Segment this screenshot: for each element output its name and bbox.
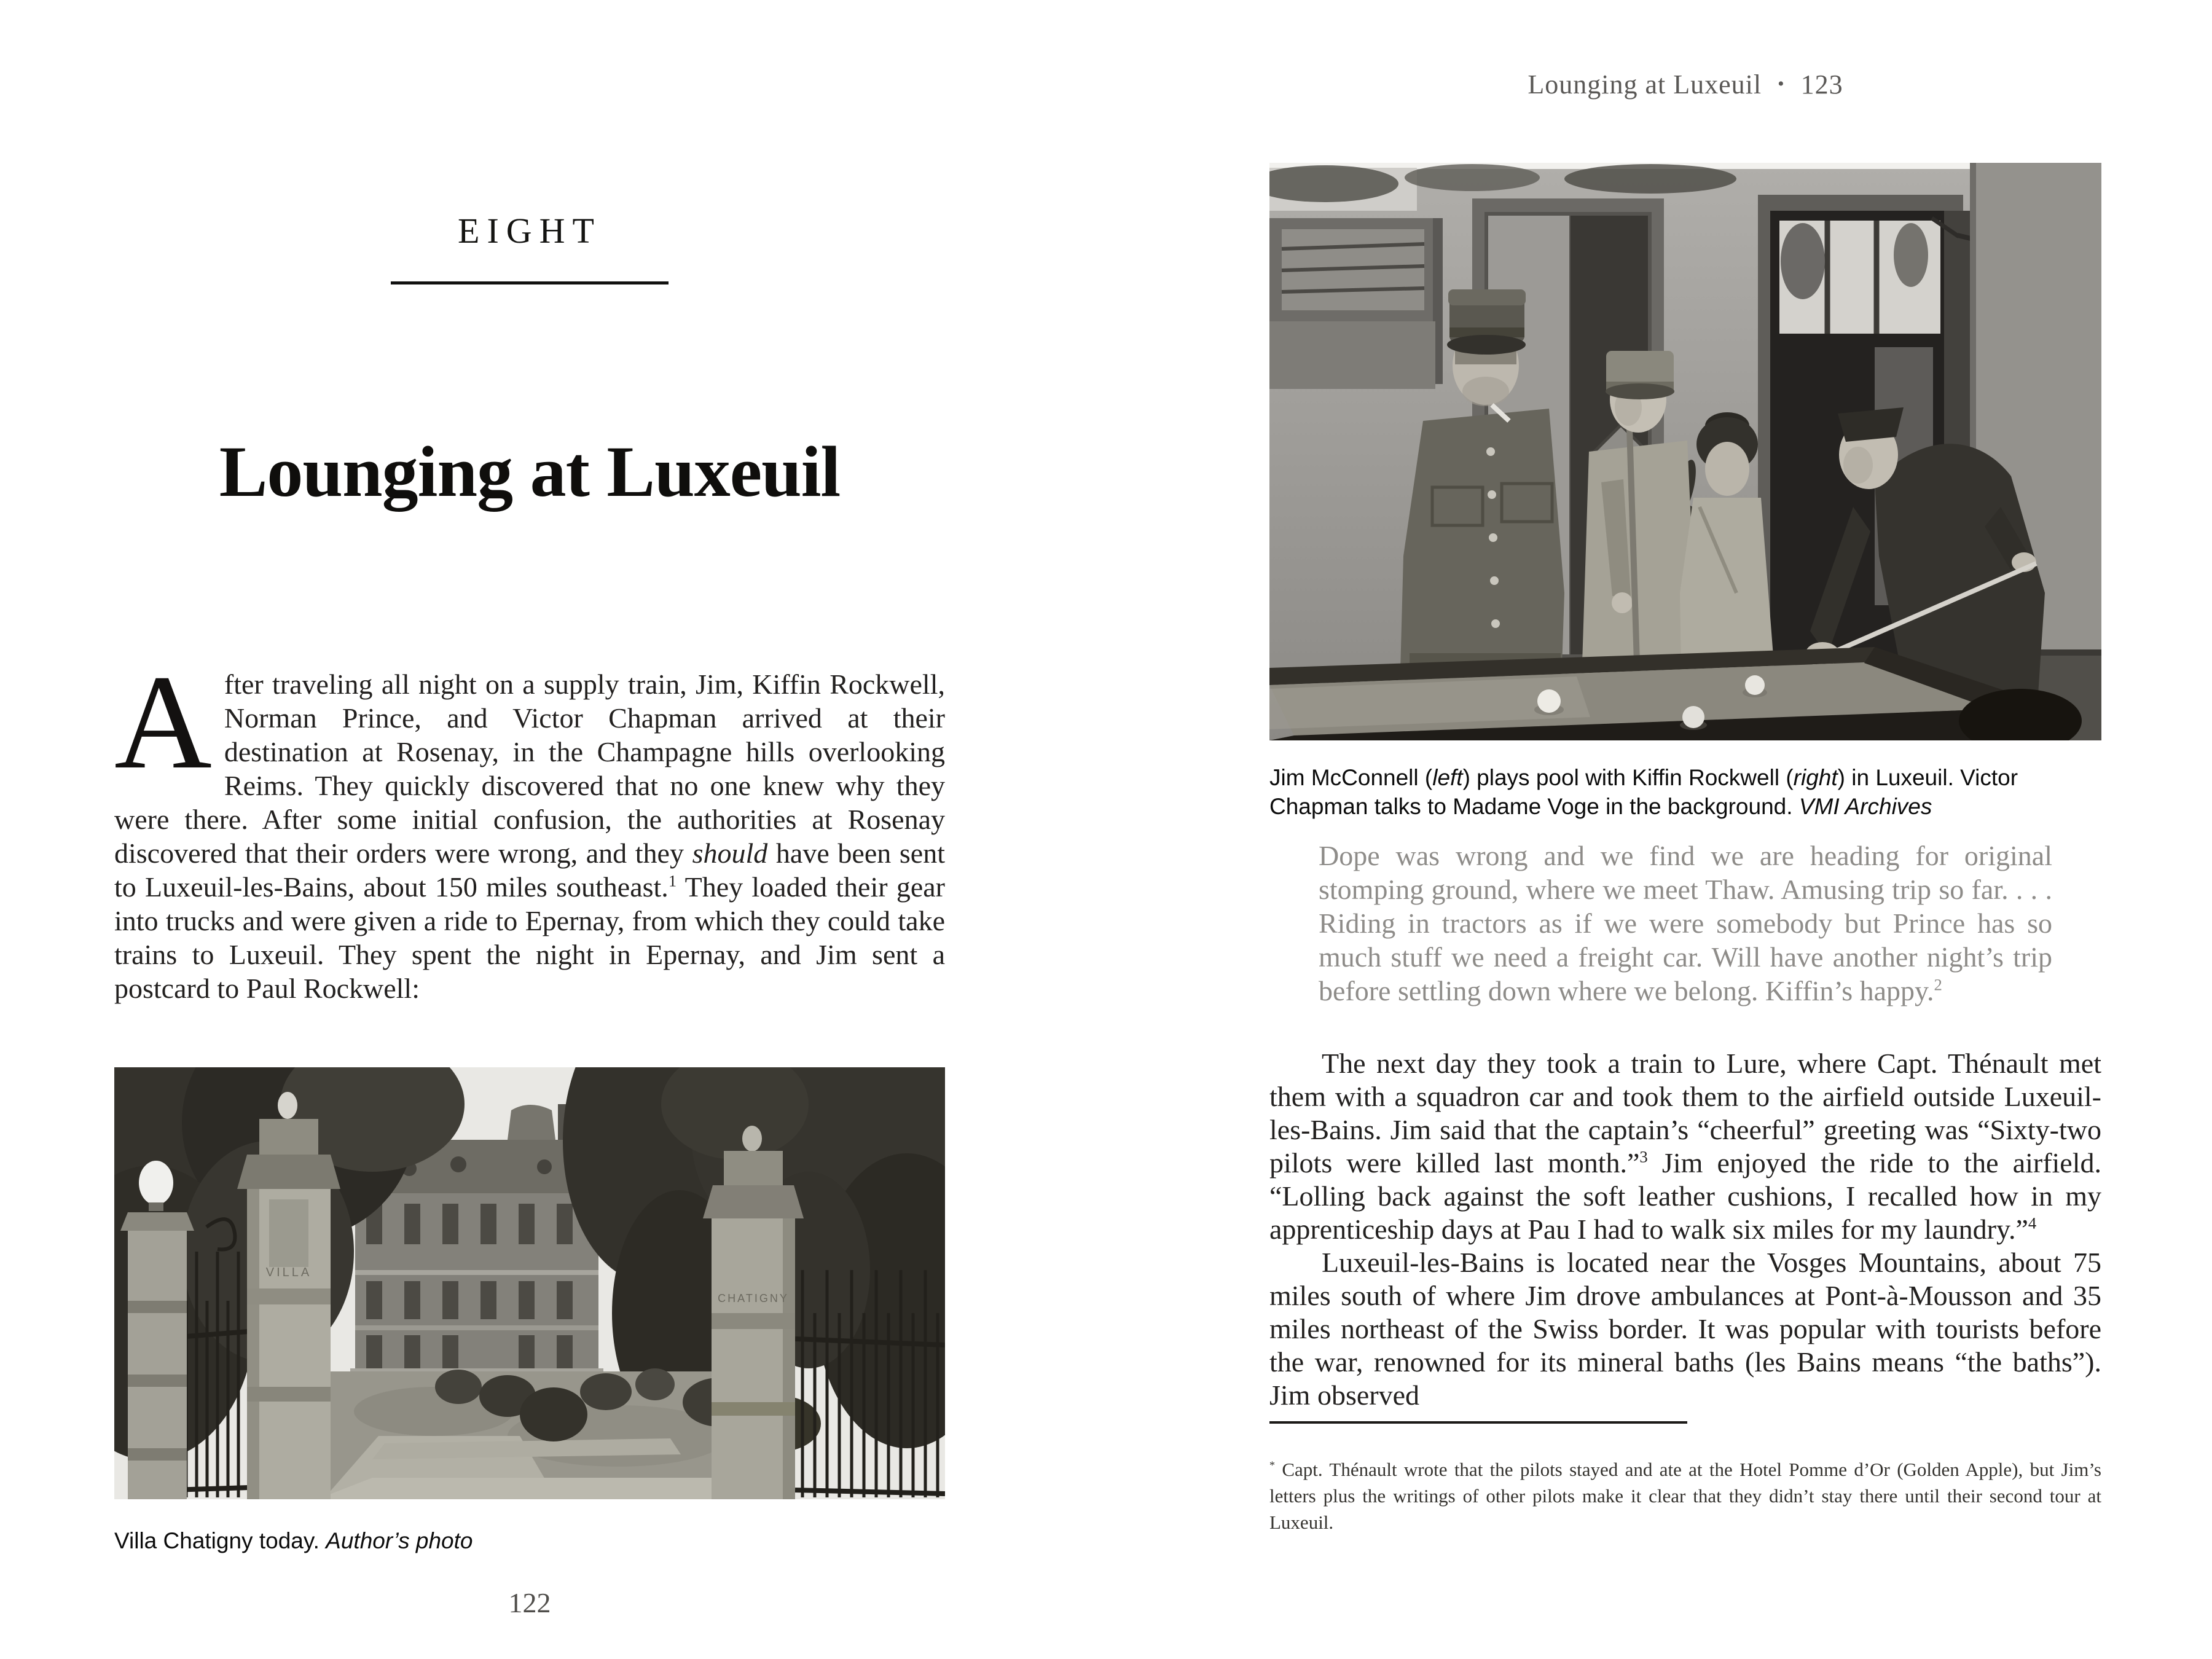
footnote-separator-rule bbox=[1269, 1421, 1687, 1424]
postcard-quote bbox=[1319, 839, 2052, 1008]
footnote bbox=[1269, 1456, 2101, 1535]
paragraph-text: Jim enjoyed the ride to the airfield. “Lolling back against the soft leather cushions, I recalled how in my apprenticeship days at Pau I had to walk six miles for my laundry.” bbox=[1269, 1147, 2102, 1245]
caption-text: Villa Chatigny today. bbox=[114, 1528, 326, 1553]
caption-italic: left bbox=[1432, 765, 1463, 790]
running-header bbox=[1269, 69, 2101, 100]
footnote-marker: * bbox=[1269, 1459, 1275, 1472]
villa-photo bbox=[114, 1067, 945, 1499]
paragraph-text: have been sent to Luxeuil-les-Bains, about 150 miles southeast. bbox=[114, 837, 945, 903]
pool-photo-caption bbox=[1269, 763, 2099, 821]
footnote-reference-4: 4 bbox=[2028, 1214, 2037, 1233]
caption-credit: VMI Archives bbox=[1798, 794, 1932, 819]
footnote-text: Capt. Thénault wrote that the pilots stayed and ate at the Hotel Pomme d’Or (Golden Apple), but Jim’s letters plus the writings of other pilots make it clear that they didn’t stay there until their second tour at Luxeuil. bbox=[1269, 1459, 2101, 1533]
paragraph-text: fter traveling all night on a supply train, Jim, Kiffin Rockwell, Norman Prince, and Victor Chapman arrived at their destination at Rosenay, in the Champagne hills overlooking Reims. They quickly discovered that no one knew why they were there. After some initial confusion, the authorities at Rosenay discovered that their orders were wrong, and they bbox=[114, 669, 945, 869]
footnote-reference-1: 1 bbox=[668, 871, 677, 890]
italic-word: should bbox=[692, 837, 768, 869]
running-header-page-number: 123 bbox=[1800, 69, 1843, 100]
left-pillar-carved-label: VILLA bbox=[265, 1266, 312, 1279]
caption-italic: right bbox=[1793, 765, 1838, 790]
chapter-rule bbox=[391, 281, 669, 284]
body-paragraph bbox=[1269, 1047, 2101, 1246]
drop-cap: A bbox=[114, 647, 212, 797]
caption-text: Jim McConnell ( bbox=[1269, 765, 1433, 790]
footnote-reference-3: 3 bbox=[1639, 1147, 1648, 1166]
running-header-separator: • bbox=[1778, 74, 1785, 94]
balcony-shelf bbox=[1269, 218, 1443, 389]
pool-photo bbox=[1269, 163, 2101, 740]
left-page-number: 122 bbox=[508, 1587, 551, 1618]
chapter-number: EIGHT bbox=[458, 211, 602, 251]
pool-photo-illustration bbox=[1269, 163, 2101, 740]
running-header-title: Lounging at Luxeuil bbox=[1528, 69, 1762, 100]
right-pillar-carved-label: CHATIGNY bbox=[718, 1292, 789, 1304]
paragraph-text: The next day they took a train to Lure, where Capt. Thénault met them with a squadron car and took them to the airfield outside Luxeuil-les-Bains. Jim said that the captain’s “cheerful” greeting was “Sixty-two pilots were killed last month.” bbox=[1269, 1048, 2101, 1179]
paragraph-text: They loaded their gear into trucks and were given a ride to Epernay, from which they could take trains to Luxeuil. They spent the night in Epernay, and Jim sent a postcard to Paul Rockwell: bbox=[114, 871, 946, 1004]
footnote-reference-2: 2 bbox=[1934, 975, 1942, 994]
paragraph-text: Luxeuil-les-Bains is located near the Vosges Mountains, about 75 miles south of where Jim drove ambulances at Pont-à-Mousson and 35 miles northeast of the Swiss border. It was popular with tourists before the war, renowned for its mineral baths (les Bains means “the baths”). Jim observed bbox=[1269, 1247, 2101, 1411]
quote-text: Dope was wrong and we find we are heading for original stomping ground, where we meet Thaw. Amusing trip so far. . . . Riding in tractors as if we were somebody but Prince has so much stuff we need a freight car. Will have another night’s trip before settling down where we belong. Kiffin’s happy. bbox=[1319, 840, 2052, 1006]
body-paragraph bbox=[1269, 1246, 2101, 1412]
chapter-opening-paragraph bbox=[114, 647, 946, 1005]
villa-photo-caption bbox=[114, 1526, 945, 1555]
right-page-body bbox=[1269, 1047, 2101, 1412]
villa-photo-illustration bbox=[114, 1067, 945, 1499]
chapter-title: Lounging at Luxeuil bbox=[219, 431, 841, 512]
caption-text: ) in Luxeuil. Victor Chapman talks to Madame Voge in the background. bbox=[1269, 765, 2018, 819]
caption-text: ) plays pool with Kiffin Rockwell ( bbox=[1462, 765, 1794, 790]
caption-credit: Author’s photo bbox=[326, 1528, 473, 1553]
